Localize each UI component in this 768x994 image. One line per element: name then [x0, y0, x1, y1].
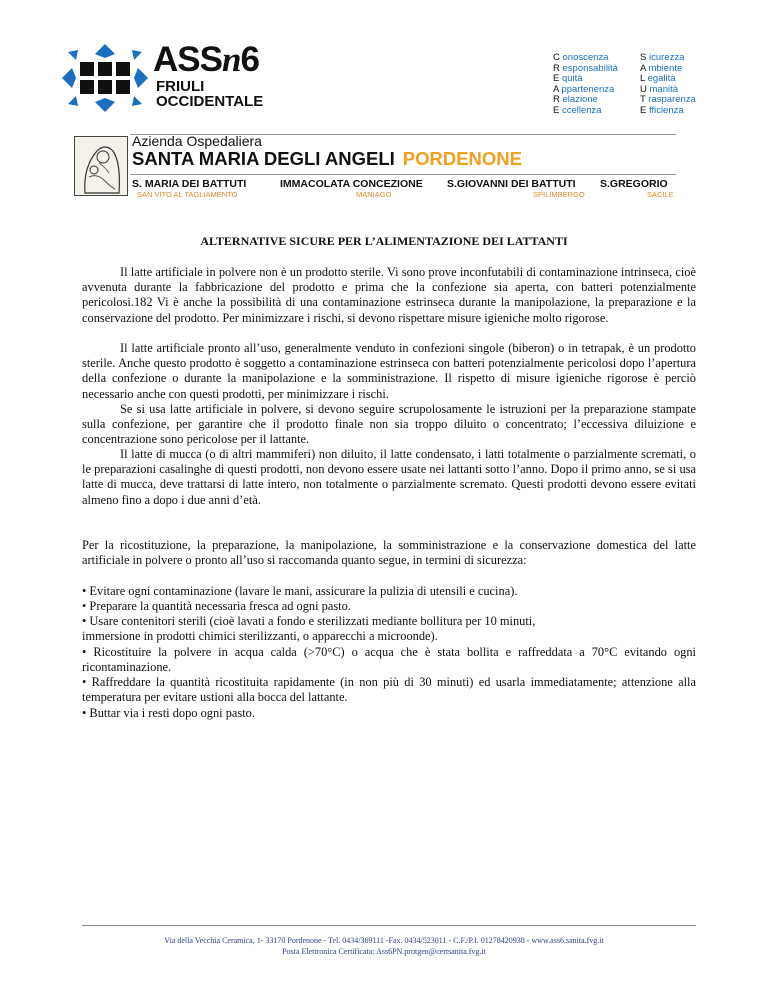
list-item: • Evitare ogni contaminazione (lavare le mani, assicurare la pulizia di utensili e cucina).: [82, 584, 518, 598]
list-item: • Ricostituire la polvere in acqua calda (>70°C) o acqua che è stata bollita e raffreddata a 70°C evitando ogni ricontaminazione.: [82, 645, 696, 675]
intro-paragraph: Per la ricostituzione, la preparazione, la manipolazione, la somministrazione e la conservazione domestica del latte artificiale in polvere o pronto all’uso si raccomanda quanto segue, in termini di sicurezza:: [82, 538, 696, 568]
site-place: SPILIMBERGO: [533, 190, 585, 199]
paragraph: Il latte artificiale pronto all’uso, generalmente venduto in confezioni singole (biberon) o in tetrapak, è un prodotto sterile. Anche questo prodotto è soggetto a contaminazione estrinseca con batteri potenzialmente pericolosi dopo l’apertura della confezione o durante la manipolazione e la somministrazione. Il rispetto di misure igieniche rigorose è perciò necessario anche con questi prodotti, per minimizzare i rischi.: [82, 341, 696, 401]
hospital-name: SANTA MARIA DEGLI ANGELI PORDENONE: [132, 148, 523, 169]
paragraph: Il latte di mucca (o di altri mammiferi) non diluito, il latte condensato, i latti totalmente o parzialmente scremati, o le preparazioni casalinghe di questi prodotti, non devono essere usate nei lattanti sotto l’anno. Dopo il primo anno, se si usa latte di mucca, deve trattarsi di latte intero, non totalmente o parzialmente scremato. Questi prodotti devono essere evitati almeno fino a dopo i due anni d’età.: [82, 447, 696, 507]
hospital-city: PORDENONE: [402, 148, 523, 169]
paragraph: Il latte artificiale in polvere non è un prodotto sterile. Vi sono prove inconfutabili di contaminazione intrinseca, cioè avvenuta durante la fabbricazione del prodotto e prima che la confezione sia aperta, con batteri potenzialmente pericolosi.182 Vi è anche la possibilità di una contaminazione estrinseca durante la manipolazione, la preparazione e la conservazione del prodotto. Per minimizzare i rischi, si devono rispettare misure igieniche molto rigorose.: [82, 265, 696, 325]
site-name: S. MARIA DEI BATTUTI: [132, 178, 247, 190]
list-item: • Buttar via i resti dopo ogni pasto.: [82, 706, 255, 720]
site-place: SAN VITO AL TAGLIAMENTO: [137, 190, 238, 199]
logo-title: ASSn6: [153, 40, 259, 79]
footer-pec: Posta Elettronica Certificata: Ass6PN.protgen@certsanita.fvg.it: [282, 947, 486, 956]
document-title: ALTERNATIVE SICURE PER L’ALIMENTAZIONE DEI LATTANTI: [200, 234, 568, 248]
paragraph: Se si usa latte artificiale in polvere, si devono seguire scrupolosamente le istruzioni per la preparazione stampate sulla confezione, per garantire che il prodotto finale non sia troppo diluito o concentrato; l’eccessiva diluizione e concentrazione sono pericolose per il lattante.: [82, 402, 696, 447]
azienda-label: Azienda Ospedaliera: [132, 133, 262, 149]
list-item: • Preparare la quantità necessaria fresca ad ogni pasto.: [82, 599, 351, 613]
site-name: S.GIOVANNI DEI BATTUTI: [447, 178, 576, 190]
acronym-carare: C onoscenza R esponsabilità E quità A ppartenenza R elazione E ccellenza: [553, 52, 618, 116]
site-name: IMMACOLATA CONCEZIONE: [280, 178, 423, 190]
footer-address: Via della Vecchia Ceramica, 1- 33170 Pordenone - Tel. 0434/369111 -Fax. 0434/523011 - C.F./P.I. 01278420938 - www.ass6.sanita.fvg.it: [164, 936, 604, 945]
acronym-salute: S icurezza A mbiente L egalità U manità T rasparenza E fficienza: [640, 52, 696, 116]
logo-subtitle-1: FRIULI: [156, 78, 205, 95]
ass6-logo-icon: [60, 42, 150, 114]
site-place: SACILE: [647, 190, 674, 199]
list-item: immersione in prodotti chimici sterilizzanti, o apparecchi a microonde).: [82, 629, 438, 643]
list-item: • Usare contenitori sterili (cioè lavati a fondo e sterilizzati mediante bollitura per 10 minuti,: [82, 614, 536, 628]
banner-mid-rule: [130, 174, 676, 175]
list-item: • Raffreddare la quantità ricostituita rapidamente (in non più di 30 minuti) ed usarla immediatamente; attenzione alla temperatura per evitare ustioni alla bocca del lattante.: [82, 675, 696, 705]
madonna-icon: [74, 136, 128, 196]
logo-subtitle-2: OCCIDENTALE: [156, 93, 264, 110]
footer-rule: [82, 925, 696, 926]
site-name: S.GREGORIO: [600, 178, 668, 190]
site-place: MANIAGO: [356, 190, 392, 199]
